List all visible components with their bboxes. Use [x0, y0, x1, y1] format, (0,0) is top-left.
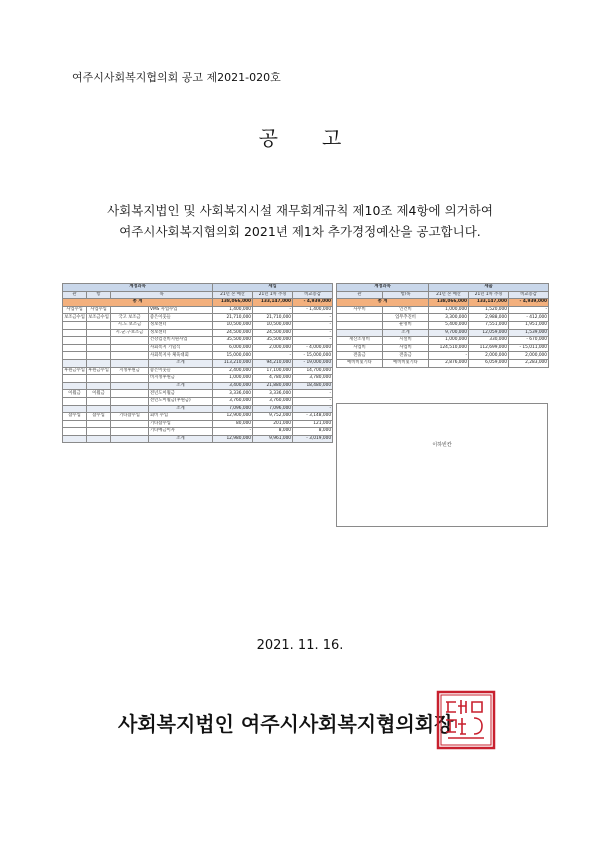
amount-cell: 9,752,000: [253, 413, 293, 421]
amount-cell: 3,780,000: [293, 375, 333, 383]
income-row: [63, 435, 333, 443]
mok-cell: 소계: [149, 435, 213, 443]
amount-cell: 124,510,000: [429, 344, 469, 352]
amount-cell: - 3,019,000: [293, 435, 333, 443]
mok-cell: 소계: [149, 359, 213, 367]
amount-cell: 1,400,000: [213, 306, 253, 314]
col-header-difference: 비교증감: [293, 291, 333, 299]
gwan-cell: 예비비및기타: [337, 359, 383, 367]
amount-cell: 112,699,000: [469, 344, 509, 352]
income-row: [63, 420, 333, 428]
notice-number: 여주시사회복지협의회 공고 제2021-020호: [72, 71, 281, 84]
income-row: [63, 337, 333, 345]
income-row: [63, 367, 333, 375]
expense-row: [337, 344, 549, 352]
body-line-1: 사회복지법인 및 사회복지시설 재무회계규칙 제10조 제4항에 의거하여: [107, 203, 493, 218]
amount-cell: 2,000,000: [253, 344, 293, 352]
gwan-cell: 이월금: [63, 390, 87, 398]
income-row: [63, 321, 333, 329]
gwan-cell: [63, 329, 87, 337]
mok-group-cell: 시.도 보조금: [111, 321, 149, 329]
mok-group-cell: [111, 405, 149, 413]
income-budget-table: [62, 283, 333, 443]
mok-group-cell: [111, 397, 149, 405]
amount-cell: 9,700,000: [429, 329, 469, 337]
income-row: [63, 329, 333, 337]
item-cell: 업무추진비: [383, 314, 429, 322]
amount-cell: - 3,148,000: [293, 413, 333, 421]
income-row: [63, 344, 333, 352]
mok-cell: 기타잡수입: [149, 420, 213, 428]
amount-cell: 10,500,000: [253, 321, 293, 329]
amount-cell: 21,880,000: [253, 382, 293, 390]
mok-group-cell: [111, 420, 149, 428]
amount-cell: 2,876,000: [429, 359, 469, 367]
hang-cell: [87, 337, 111, 345]
amount-cell: 3,400,000: [213, 382, 253, 390]
amount-cell: 8,000: [253, 428, 293, 436]
amount-cell: -: [293, 314, 333, 322]
amount-cell: 17,100,000: [253, 367, 293, 375]
amount-cell: 10,500,000: [213, 321, 253, 329]
item-cell: 인건비: [383, 306, 429, 314]
mok-group-cell: 시.군.구보조금: [111, 329, 149, 337]
amount-cell: 3,760,000: [253, 397, 293, 405]
amount-cell: 14,700,000: [293, 367, 333, 375]
hang-cell: [87, 329, 111, 337]
amount-cell: - 670,000: [509, 337, 549, 345]
item-cell: 사업비: [383, 344, 429, 352]
hang-cell: 사업수입: [87, 306, 111, 314]
amount-cell: - 1,400,000: [293, 306, 333, 314]
account-header: 계정과목: [337, 284, 429, 292]
col-header-original-budget: 21년 본 예산: [213, 291, 253, 299]
income-total-row: [63, 299, 333, 307]
amount-cell: -: [293, 329, 333, 337]
item-cell: 예비비및기타: [383, 359, 429, 367]
mok-cell: 전년도이월금: [149, 390, 213, 398]
amount-cell: - 15,011,000: [509, 344, 549, 352]
amount-cell: 3,300,000: [429, 314, 469, 322]
gwan-cell: [63, 359, 87, 367]
mok-group-cell: [111, 428, 149, 436]
expense-row: [337, 329, 549, 337]
expense-row: [337, 359, 549, 367]
amount-cell: 21,710,000: [213, 314, 253, 322]
expense-col-header: 항/목: [383, 291, 429, 299]
total-label: 총 계: [63, 299, 213, 307]
amount-cell: - 412,000: [509, 314, 549, 322]
amount-cell: 21,710,000: [253, 314, 293, 322]
mok-group-cell: 지정후원금: [111, 367, 149, 375]
income-row: [63, 314, 333, 322]
mok-cell: 사회복지 기념식: [149, 344, 213, 352]
gwan-cell: [63, 352, 87, 360]
gwan-cell: 후원금수입: [64, 367, 85, 373]
item-cell: 운영비: [383, 321, 429, 329]
amount-cell: - 4,000,000: [293, 344, 333, 352]
total-value: 138,066,000: [429, 299, 469, 307]
hang-cell: [87, 359, 111, 367]
amount-cell: 1,520,000: [469, 306, 509, 314]
expense-col-header: 관: [337, 291, 383, 299]
mok-group-cell: [111, 382, 149, 390]
amount-cell: 7,551,000: [469, 321, 509, 329]
item-cell: 소계: [383, 329, 429, 337]
amount-cell: 94,210,000: [253, 359, 293, 367]
amount-cell: 1,539,000: [509, 329, 549, 337]
income-column-header-row: [63, 291, 333, 299]
total-value: 133,147,000: [469, 299, 509, 307]
amount-cell: 113,210,000: [213, 359, 253, 367]
gwan-cell: [63, 397, 87, 405]
income-header-row: [63, 284, 333, 292]
expense-section-header: 세출: [429, 284, 549, 292]
mok-group-cell: [111, 435, 149, 443]
mok-cell: 건강검진비지원사업: [149, 337, 213, 345]
mok-group-cell: [111, 390, 149, 398]
total-value: 133,147,000: [253, 299, 293, 307]
amount-cell: 6,059,000: [469, 359, 509, 367]
amount-cell: 1,000,000: [213, 375, 253, 383]
mok-cell: 좋은이웃들: [149, 367, 213, 375]
total-value: - 4,939,000: [509, 299, 549, 307]
amount-cell: 12,059,000: [469, 329, 509, 337]
gwan-cell: [63, 435, 87, 443]
amount-cell: 8,000: [293, 428, 333, 436]
expense-row: [337, 321, 549, 329]
income-row: [63, 306, 333, 314]
income-row: [63, 405, 333, 413]
mok-cell: 좋은이웃들: [149, 314, 213, 322]
hang-cell: [87, 435, 111, 443]
amount-cell: 2,000,000: [509, 352, 549, 360]
gwan-cell: [63, 428, 87, 436]
amount-cell: 80,000: [213, 420, 253, 428]
mok-cell: 소계: [149, 405, 213, 413]
amount-cell: 9,961,000: [253, 435, 293, 443]
mok-group-cell: 국고 보조금: [111, 314, 149, 322]
blank-label: 이하빈칸: [432, 442, 452, 448]
gwan-cell: [63, 375, 87, 383]
gwan-cell: [63, 337, 87, 345]
amount-cell: 330,000: [469, 337, 509, 345]
title-char-1: 공: [258, 126, 278, 150]
income-row: [63, 352, 333, 360]
gwan-cell: 전출금: [337, 352, 383, 360]
amount-cell: 15,000,000: [213, 352, 253, 360]
mok-cell: 소계: [149, 382, 213, 390]
hang-cell: [87, 344, 111, 352]
amount-cell: 12,980,000: [213, 435, 253, 443]
amount-cell: 2,283,000: [509, 359, 549, 367]
gwan-cell: 사업비: [337, 344, 383, 352]
hang-cell: [87, 420, 111, 428]
total-value: - 4,939,000: [293, 299, 333, 307]
amount-cell: 24,500,000: [213, 329, 253, 337]
notice-date: 2021. 11. 16.: [256, 638, 344, 653]
expense-col-header: 21년 1차 추경: [469, 291, 509, 299]
expense-col-header: 21년 본 예산: [429, 291, 469, 299]
income-row: [63, 390, 333, 398]
expense-col-header: 비교증감: [509, 291, 549, 299]
mok-group-cell: [111, 306, 149, 314]
amount-cell: 3,760,000: [213, 397, 253, 405]
gwan-cell: 보조금수입: [64, 314, 85, 320]
amount-cell: 1,000,000: [429, 306, 469, 314]
amount-cell: -: [213, 428, 253, 436]
col-header-hang: 항: [87, 291, 111, 299]
amount-cell: -: [293, 337, 333, 345]
mok-cell: 전년도이월금(후원금): [149, 397, 213, 405]
hang-cell: [87, 382, 111, 390]
amount-cell: 2,000,000: [469, 352, 509, 360]
amount-cell: -: [253, 352, 293, 360]
mok-cell: 정보센터: [149, 329, 213, 337]
gwan-cell: [63, 344, 87, 352]
expense-row: [337, 306, 549, 314]
amount-cell: 6,000,000: [213, 344, 253, 352]
gwan-cell: 사무비: [337, 306, 383, 314]
amount-cell: -: [293, 321, 333, 329]
expense-row: [337, 337, 549, 345]
amount-cell: 3,336,000: [253, 390, 293, 398]
hang-cell: [87, 375, 111, 383]
amount-cell: 24,500,000: [253, 329, 293, 337]
hang-cell: [87, 352, 111, 360]
mok-group-cell: 기타잡수입: [111, 413, 149, 421]
expense-column-header-row: [337, 291, 549, 299]
income-row: [63, 382, 333, 390]
amount-cell: 4,780,000: [253, 375, 293, 383]
income-row: [63, 397, 333, 405]
col-header-gwan: 관: [63, 291, 87, 299]
expense-total-row: [337, 299, 549, 307]
document-title: [0, 122, 600, 151]
expense-budget-table: [336, 283, 549, 368]
expense-row: [337, 352, 549, 360]
hang-cell: 보조금수입: [88, 314, 109, 320]
total-label: 총 계: [337, 299, 429, 307]
amount-cell: 7,096,000: [213, 405, 253, 413]
expense-blank-area: [336, 403, 548, 527]
gwan-cell: [63, 405, 87, 413]
expense-header-row: [337, 284, 549, 292]
amount-cell: 12,900,000: [213, 413, 253, 421]
mok-group-cell: [111, 344, 149, 352]
amount-cell: 35,500,000: [213, 337, 253, 345]
amount-cell: - 19,000,000: [293, 359, 333, 367]
income-row: [63, 413, 333, 421]
mok-cell: 기타예금이자: [149, 428, 213, 436]
gwan-cell: [337, 329, 383, 337]
item-cell: 시설비: [383, 337, 429, 345]
item-cell: 전출금: [383, 352, 429, 360]
amount-cell: -: [293, 405, 333, 413]
amount-cell: 201,000: [253, 420, 293, 428]
gwan-cell: [63, 420, 87, 428]
hang-cell: [87, 405, 111, 413]
amount-cell: -: [253, 306, 293, 314]
mok-group-cell: [111, 337, 149, 345]
hang-cell: 잡수입: [87, 413, 111, 421]
title-char-2: 고: [322, 126, 342, 150]
signature-line: 사회복지법인 여주시사회복지협의회장: [118, 712, 454, 736]
amount-cell: -: [293, 397, 333, 405]
amount-cell: 1,951,000: [509, 321, 549, 329]
col-header-mok: 목: [111, 291, 213, 299]
col-header-revised-budget: 21년 1차 추경: [253, 291, 293, 299]
gwan-cell: [63, 382, 87, 390]
amount-cell: 3,336,000: [213, 390, 253, 398]
gwan-cell: 사업수입: [63, 306, 87, 314]
expense-row: [337, 314, 549, 322]
amount-cell: - 15,000,000: [293, 352, 333, 360]
mok-group-cell: [111, 375, 149, 383]
gwan-cell: [337, 314, 383, 322]
mok-cell: 비지정후원금: [149, 375, 213, 383]
income-row: [63, 359, 333, 367]
gwan-cell: [63, 321, 87, 329]
hang-cell: [87, 397, 111, 405]
mok-cell: VMS 사업수입: [149, 306, 213, 314]
hang-cell: 후원금수입: [88, 367, 109, 373]
amount-cell: 1,000,000: [429, 337, 469, 345]
amount-cell: 7,096,000: [253, 405, 293, 413]
hang-cell: 이월금: [87, 390, 111, 398]
amount-cell: -: [429, 352, 469, 360]
gwan-cell: 재산조성비: [337, 337, 383, 345]
mok-cell: 회비 수입: [149, 413, 213, 421]
mok-cell: 정보센터: [149, 321, 213, 329]
hang-cell: [87, 428, 111, 436]
mok-group-cell: [111, 352, 149, 360]
amount-cell: -: [509, 306, 549, 314]
amount-cell: 2,988,000: [469, 314, 509, 322]
amount-cell: 2,400,000: [213, 367, 253, 375]
gwan-cell: 잡수입: [63, 413, 87, 421]
mok-cell: 사회복지사 체육대회: [149, 352, 213, 360]
body-line-2: 여주시사회복지협의회 2021년 제1차 추가경정예산을 공고합니다.: [119, 224, 481, 239]
income-row: [63, 375, 333, 383]
amount-cell: 5,400,000: [429, 321, 469, 329]
amount-cell: 18,480,000: [293, 382, 333, 390]
official-seal-icon: [436, 690, 496, 750]
hang-cell: [87, 321, 111, 329]
total-value: 138,066,000: [213, 299, 253, 307]
amount-cell: 35,500,000: [253, 337, 293, 345]
gwan-cell: [337, 321, 383, 329]
income-section-header: 세입: [213, 284, 333, 292]
amount-cell: 121,000: [293, 420, 333, 428]
account-header: 계정과목: [63, 284, 213, 292]
amount-cell: -: [293, 390, 333, 398]
mok-group-cell: [111, 359, 149, 367]
income-row: [63, 428, 333, 436]
